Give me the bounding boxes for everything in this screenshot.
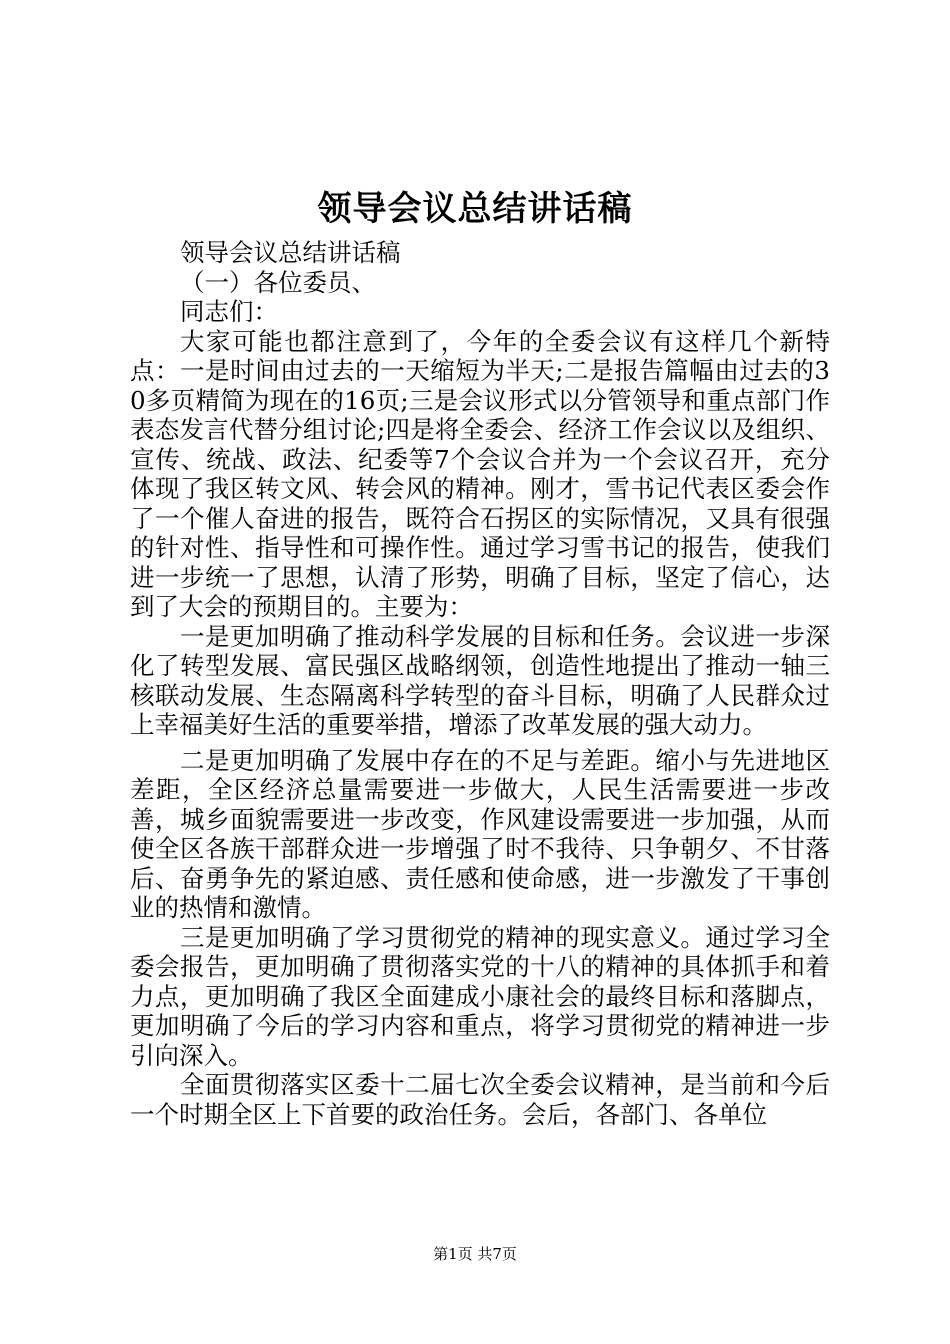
paragraph-conclusion: 全面贯彻落实区委十二届七次全委会议精神，是当前和今后一个时期全区上下首要的政治任务。会后，各部门、各单位: [130, 1070, 830, 1129]
paragraph-point-2: 二是更加明确了发展中存在的不足与差距。缩小与先进地区差距，全区经济总量需要进一步做大，人民生活需要进一步改善，城乡面貌需要进一步改变，作风建设需要进一步加强，从而使全区各族干部群众进一步增强了时不我待、只争朝夕、不甘落后、奋勇争先的紧迫感、责任感和使命感，进一步激发了干事创业的热情和激情。: [130, 745, 830, 922]
paragraph-point-1: 一是更加明确了推动科学发展的目标和任务。会议进一步深化了转型发展、富民强区战略纲领，创造性地提出了推动一轴三核联动发展、生态隔离科学转型的奋斗目标，明确了人民群众过上幸福美好生活的重要举措，增添了改革发展的强大动力。: [130, 621, 830, 739]
paragraph-salutation-1: （一）各位委员、: [180, 267, 376, 297]
paragraph-salutation-2: 同志们：: [180, 297, 278, 326]
paragraph-subtitle: 领导会议总结讲话稿: [180, 238, 401, 267]
paragraph-point-3: 三是更加明确了学习贯彻党的精神的现实意义。通过学习全委会报告，更加明确了贯彻落实党的十八的精神的具体抓手和着力点，更加明确了我区全面建成小康社会的最终目标和落脚点，更加明确了今后的学习内容和重点，将学习贯彻党的精神进一步引向深入。: [130, 922, 830, 1070]
document-body: [130, 238, 830, 1129]
paragraph-intro: 大家可能也都注意到了，今年的全委会议有这样几个新特点：一是时间由过去的一天缩短为半天;二是报告篇幅由过去的30多页精简为现在的16页;三是会议形式以分管领导和重点部门作表态发言代替分组讨论;四是将全委会、经济工作会议以及组织、宣传、统战、政法、纪委等7个会议合并为一个会议召开，充分体现了我区转文风、转会风的精神。刚才，雪书记代表区委会作了一个催人奋进的报告，既符合石拐区的实际情况，又具有很强的针对性、指导性和可操作性。通过学习雪书记的报告，使我们进一步统一了思想，认清了形势，明确了目标，坚定了信心，达到了大会的预期目的。主要为：: [130, 326, 830, 621]
document-title: 领导会议总结讲话稿: [317, 189, 633, 229]
page-number-footer: 第1页 共7页: [433, 1245, 517, 1263]
